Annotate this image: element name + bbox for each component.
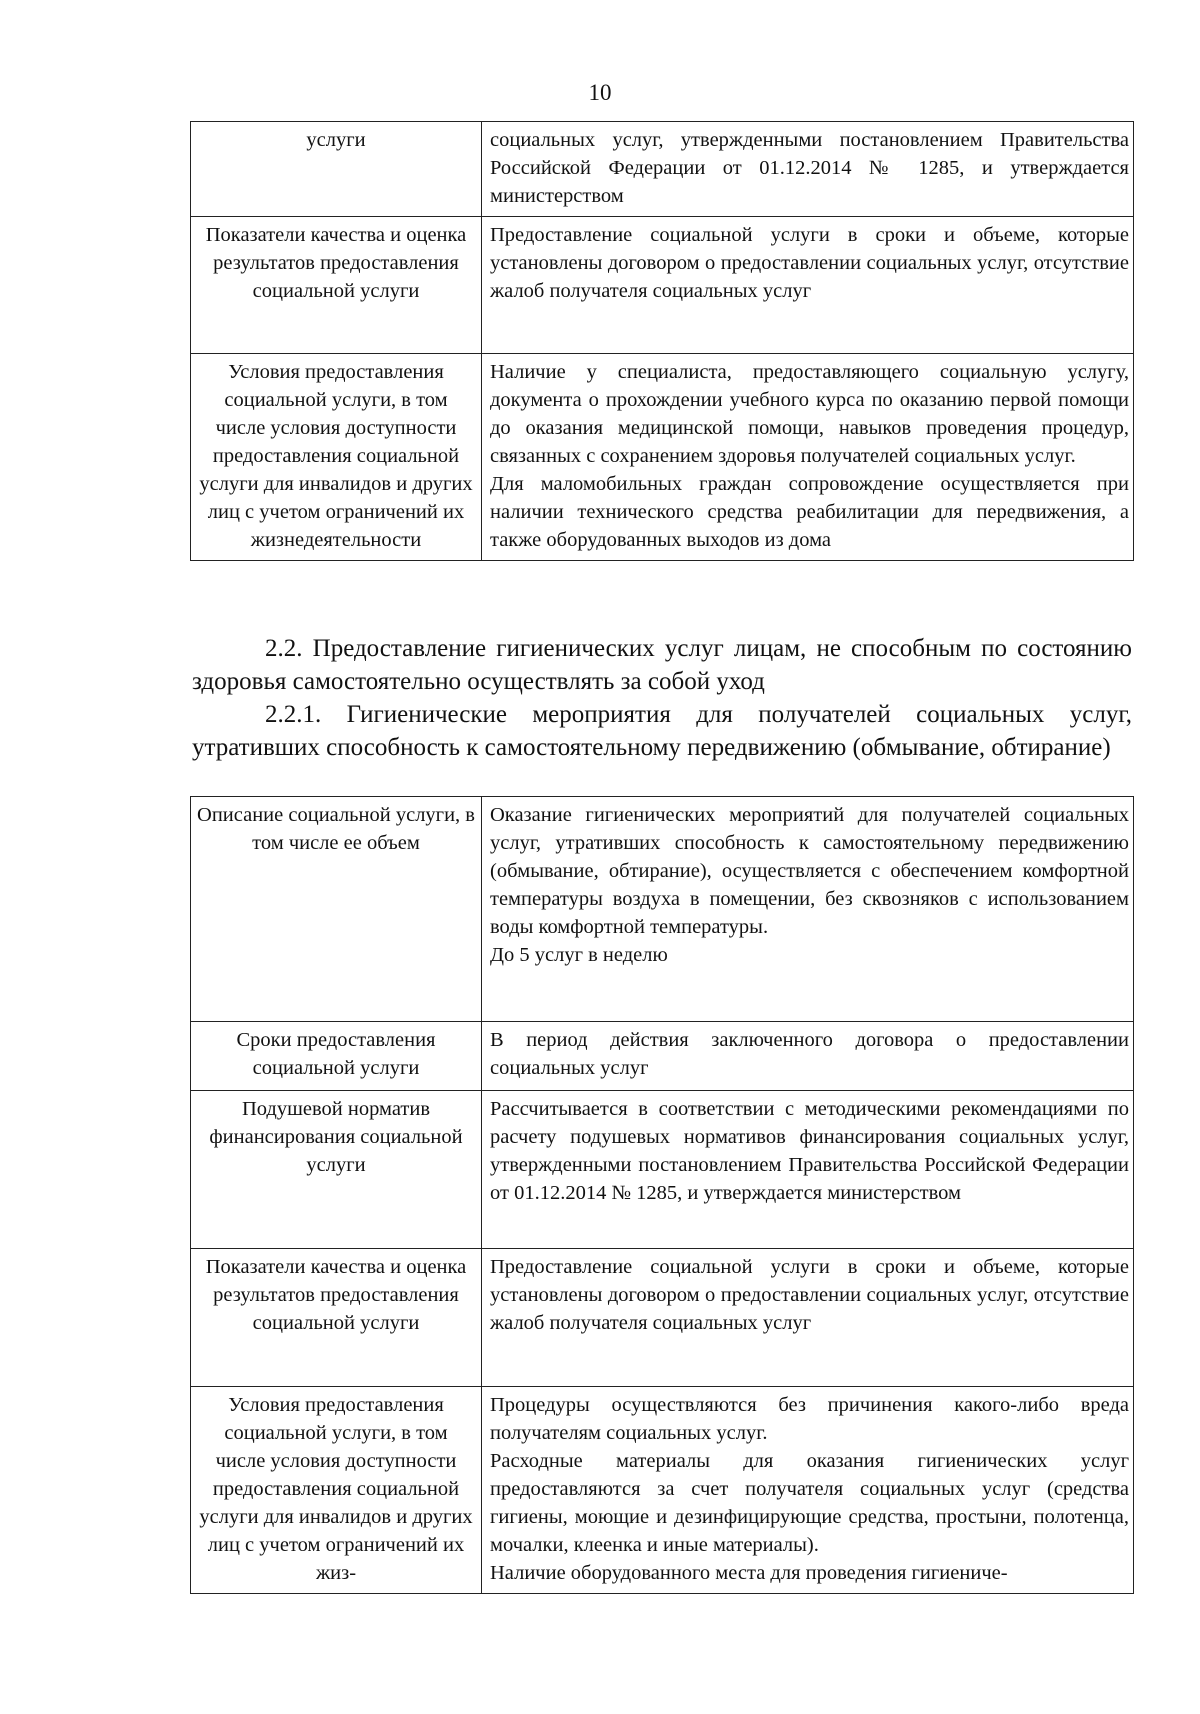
table-row [191,217,1134,354]
table-row [191,1249,1134,1387]
row-content [482,122,1134,217]
section-subheading [192,698,1132,764]
row-label: Подушевой норматив финансирования социальной услуги [191,1091,482,1249]
row-content [482,1091,1134,1249]
content-paragraph: социальных услуг, утвержденными постановлением Правительства Российской Федерации от 01.12.2014 № 1285, и утверждается министерством [490,129,1129,207]
page-number: 10 [588,80,612,105]
row-label: Условия предоставления социальной услуги, в том числе условия доступности предоставления социальной услуги для инвалидов и других лиц с учетом ограничений их жизнедеятельности [191,354,482,561]
content-paragraph: Для маломобильных граждан сопровождение осуществляется при наличии технического средства реабилитации для передвижения, а также оборудованных выходов из дома [490,473,1129,551]
row-content [482,1387,1134,1594]
row-label: Описание социальной услуги, в том числе ее объем [191,797,482,1022]
row-content [482,217,1134,354]
table-row [191,797,1134,1022]
section-heading [192,632,1132,698]
content-paragraph: До 5 услуг в неделю [490,944,668,966]
row-label: Сроки предоставления социальной услуги [191,1022,482,1091]
table-row [191,354,1134,561]
content-paragraph: Наличие оборудованного места для проведения гигиениче- [490,1562,1008,1584]
service-table-continued [190,121,1134,561]
content-paragraph: Рассчитывается в соответствии с методическими рекомендациями по расчету подушевых нормативов финансирования социальных услуг, утвержденными постановлением Правительства Российской Федерации от 01.12.2014 № 1285, и утверждается министерством [490,1098,1129,1204]
content-paragraph: Наличие у специалиста, предоставляющего социальную услугу, документа о прохождении учебного курса по оказанию первой помощи до оказания медицинской помощи, навыков проведения процедур, связанных с сохранением здоровья получателей социальных услуг. [490,361,1129,467]
service-table [190,796,1134,1594]
section-heading-text: 2.2. Предоставление гигиенических услуг лицам, не способным по состоянию здоровья самостоятельно осуществлять за собой уход [192,635,1132,695]
content-paragraph: Предоставление социальной услуги в сроки и объеме, которые установлены договором о предоставлении социальных услуг, отсутствие жалоб получателя социальных услуг [490,1256,1129,1334]
table-row [191,1091,1134,1249]
content-paragraph: В период действия заключенного договора о предоставлении социальных услуг [490,1029,1129,1079]
table-row [191,122,1134,217]
content-paragraph: Предоставление социальной услуги в сроки и объеме, которые установлены договором о предоставлении социальных услуг, отсутствие жалоб получателя социальных услуг [490,224,1129,302]
section-subheading-text: 2.2.1. Гигиенические мероприятия для получателей социальных услуг, утративших способность к самостоятельному передвижению (обмывание, обтирание) [192,701,1132,761]
row-label: Показатели качества и оценка результатов предоставления социальной услуги [191,1249,482,1387]
content-paragraph: Оказание гигиенических мероприятий для получателей социальных услуг, утративших способность к самостоятельному передвижению (обмывание, обтирание), осуществляется с обеспечением комфортной температуры воздуха в помещении, без сквозняков с использованием воды комфортной температуры. [490,804,1129,938]
row-content [482,354,1134,561]
row-label: Показатели качества и оценка результатов предоставления социальной услуги [191,217,482,354]
content-paragraph: Расходные материалы для оказания гигиенических услуг предоставляются за счет получателя социальных услуг (средства гигиены, моющие и дезинфицирующие средства, простыни, полотенца, мочалки, клеенка и иные материалы). [490,1450,1129,1556]
row-content [482,1249,1134,1387]
row-content [482,1022,1134,1091]
table-row [191,1387,1134,1594]
content-paragraph: Процедуры осуществляются без причинения какого-либо вреда получателям социальных услуг. [490,1394,1129,1444]
row-content [482,797,1134,1022]
row-label: Условия предоставления социальной услуги, в том числе условия доступности предоставления социальной услуги для инвалидов и других лиц с учетом ограничений их жиз- [191,1387,482,1594]
table-row [191,1022,1134,1091]
row-label: услуги [191,122,482,217]
